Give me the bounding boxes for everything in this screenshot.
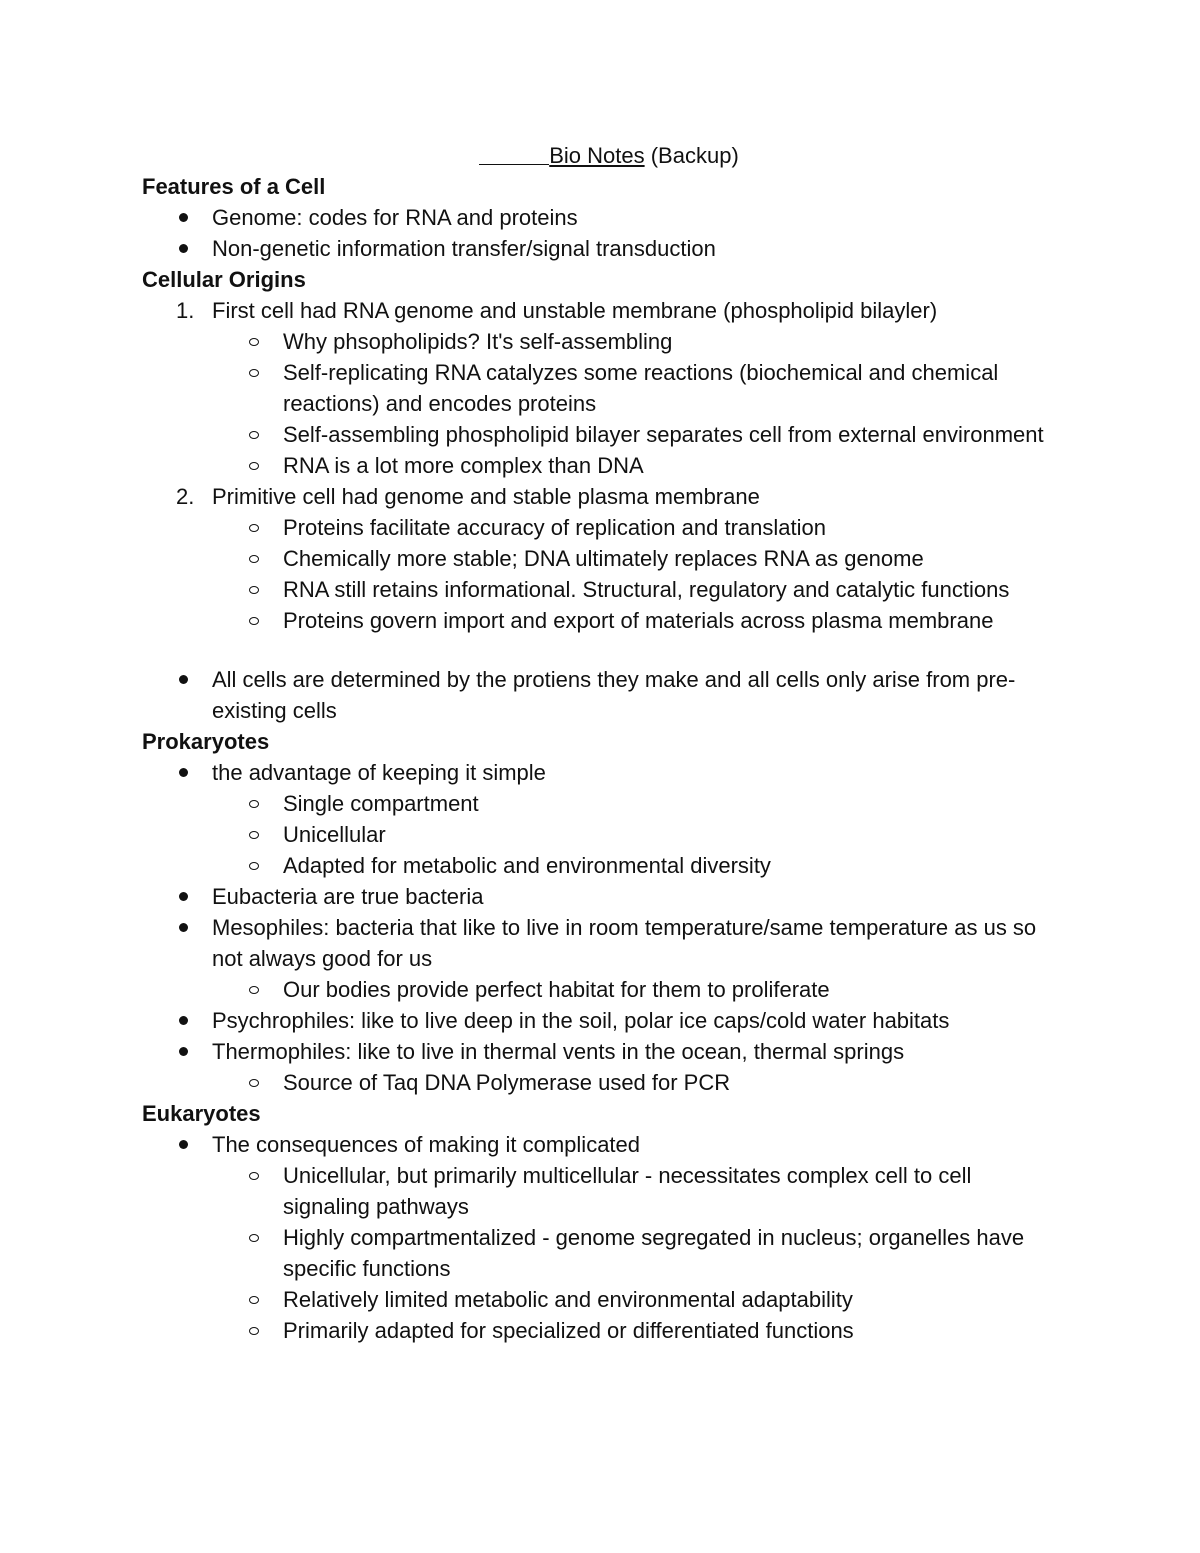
- list-item: Thermophiles: like to live in thermal vents in the ocean, thermal springs: [142, 1036, 1062, 1067]
- bullet-icon: [179, 202, 188, 233]
- sub-list-item: RNA is a lot more complex than DNA: [142, 450, 1062, 481]
- list-item: Non-genetic information transfer/signal transduction: [142, 233, 1062, 264]
- section-heading-origins: Cellular Origins: [142, 267, 306, 292]
- list-item: 2. Primitive cell had genome and stable plasma membrane: [142, 481, 1062, 512]
- bullet-icon: [179, 233, 188, 264]
- circle-bullet-icon: [249, 357, 259, 388]
- bullet-icon: [179, 1036, 188, 1067]
- bullet-icon: [179, 664, 188, 695]
- sub-list-item: Adapted for metabolic and environmental diversity: [142, 850, 1062, 881]
- circle-bullet-icon: [249, 974, 259, 1005]
- circle-bullet-icon: [249, 326, 259, 357]
- circle-bullet-icon: [249, 1315, 259, 1346]
- sub-list-item: Relatively limited metabolic and environmental adaptability: [142, 1284, 1062, 1315]
- title-blank-line: [479, 142, 549, 165]
- section-heading-features: Features of a Cell: [142, 174, 326, 199]
- sub-list-item: Single compartment: [142, 788, 1062, 819]
- circle-bullet-icon: [249, 1222, 259, 1253]
- document-body: [142, 140, 1062, 1346]
- bullet-icon: [179, 912, 188, 943]
- bullet-icon: [179, 1129, 188, 1160]
- circle-bullet-icon: [249, 1067, 259, 1098]
- circle-bullet-icon: [249, 1284, 259, 1315]
- step-number: 2.: [176, 484, 195, 509]
- sub-list-item: Chemically more stable; DNA ultimately replaces RNA as genome: [142, 543, 1062, 574]
- origins-steps: [142, 295, 1062, 636]
- bullet-icon: [179, 881, 188, 912]
- list-item: Psychrophiles: like to live deep in the soil, polar ice caps/cold water habitats: [142, 1005, 1062, 1036]
- sub-list-item: Primarily adapted for specialized or differentiated functions: [142, 1315, 1062, 1346]
- circle-bullet-icon: [249, 605, 259, 636]
- bullet-icon: [179, 757, 188, 788]
- step-number: 1.: [176, 298, 195, 323]
- list-item: 1. First cell had RNA genome and unstable membrane (phospholipid bilayler): [142, 295, 1062, 326]
- circle-bullet-icon: [249, 450, 259, 481]
- circle-bullet-icon: [249, 419, 259, 450]
- sub-list-item: Self-assembling phospholipid bilayer separates cell from external environment: [142, 419, 1062, 450]
- sub-list-item: Proteins facilitate accuracy of replication and translation: [142, 512, 1062, 543]
- list-item: All cells are determined by the protiens they make and all cells only arise from pre-existing cells: [142, 664, 1062, 726]
- sub-list-item: Source of Taq DNA Polymerase used for PCR: [142, 1067, 1062, 1098]
- bullet-icon: [179, 1005, 188, 1036]
- section-heading-prokaryotes: Prokaryotes: [142, 729, 270, 754]
- title-suffix: (Backup): [650, 143, 739, 168]
- circle-bullet-icon: [249, 850, 259, 881]
- circle-bullet-icon: [249, 574, 259, 605]
- circle-bullet-icon: [249, 543, 259, 574]
- page-title: [156, 140, 1062, 171]
- sub-list-item: Unicellular, but primarily multicellular - necessitates complex cell to cell signaling pathways: [142, 1160, 1062, 1222]
- circle-bullet-icon: [249, 512, 259, 543]
- list-item: The consequences of making it complicated: [142, 1129, 1062, 1160]
- sub-list-item: Highly compartmentalized - genome segregated in nucleus; organelles have specific functions: [142, 1222, 1062, 1284]
- list-item: Eubacteria are true bacteria: [142, 881, 1062, 912]
- list-item: Mesophiles: bacteria that like to live in room temperature/same temperature as us so not always good for us: [142, 912, 1062, 974]
- list-item: the advantage of keeping it simple: [142, 757, 1062, 788]
- section-heading-eukaryotes: Eukaryotes: [142, 1101, 261, 1126]
- list-item: Genome: codes for RNA and proteins: [142, 202, 1062, 233]
- features-list: [142, 202, 1062, 264]
- spacer: [142, 636, 1062, 664]
- sub-list-item: Proteins govern import and export of materials across plasma membrane: [142, 605, 1062, 636]
- sub-list-item: Unicellular: [142, 819, 1062, 850]
- title-main: Bio Notes: [549, 143, 645, 168]
- sub-list-item: Our bodies provide perfect habitat for them to proliferate: [142, 974, 1062, 1005]
- circle-bullet-icon: [249, 819, 259, 850]
- sub-list-item: Why phsopholipids? It's self-assembling: [142, 326, 1062, 357]
- circle-bullet-icon: [249, 1160, 259, 1191]
- prokaryotes-list: [142, 757, 1062, 1098]
- sub-list-item: Self-replicating RNA catalyzes some reactions (biochemical and chemical reactions) and encodes proteins: [142, 357, 1062, 419]
- circle-bullet-icon: [249, 788, 259, 819]
- origins-bullets: [142, 664, 1062, 726]
- eukaryotes-list: [142, 1129, 1062, 1346]
- sub-list-item: RNA still retains informational. Structural, regulatory and catalytic functions: [142, 574, 1062, 605]
